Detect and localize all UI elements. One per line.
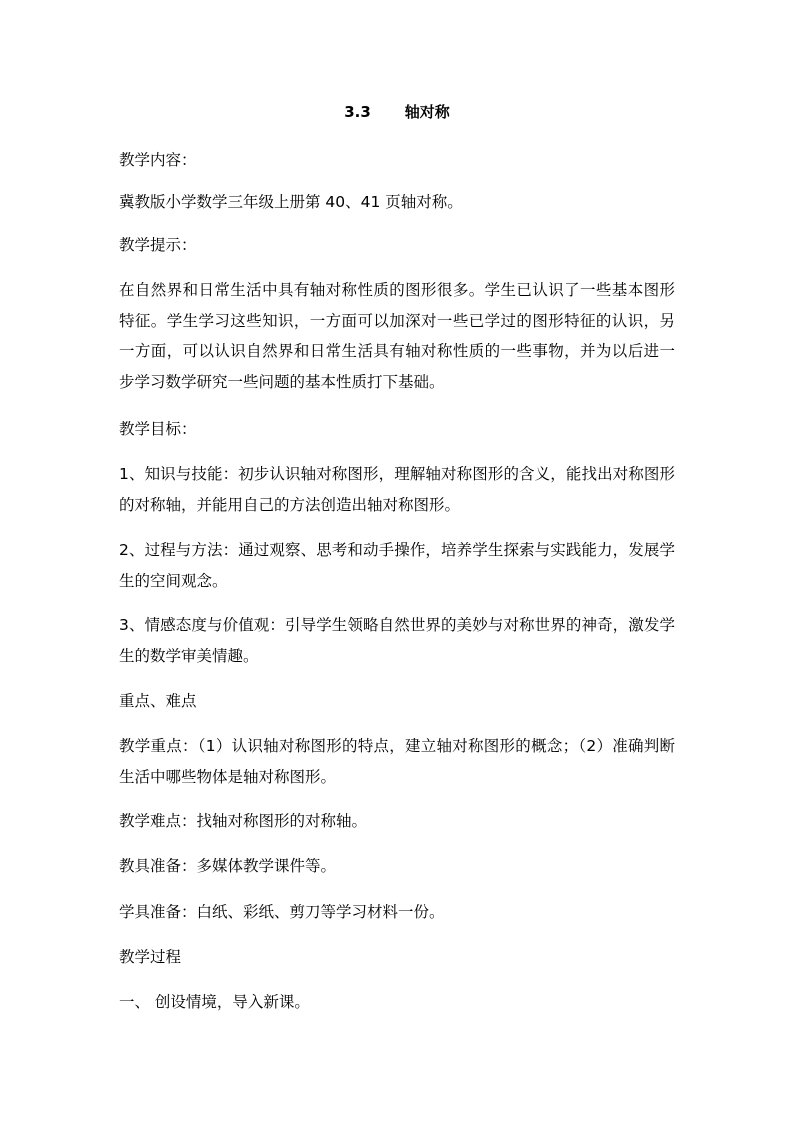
heading-teaching-tips: 教学提示：: [119, 236, 197, 254]
heading-teaching-process: 教学过程: [119, 948, 182, 966]
process-step-one: 一、 创设情境，导入新课。: [119, 993, 310, 1011]
teaching-key-point: 教学重点：（1）认识轴对称图形的特点，建立轴对称图形的概念；（2）准确判断生活中哪些物体是轴对称图形。: [119, 737, 675, 786]
heading-teaching-goals: 教学目标：: [119, 420, 197, 438]
teaching-difficulty: 教学难点：找轴对称图形的对称轴。: [119, 812, 368, 830]
section-title-text: 轴对称: [404, 103, 450, 121]
learning-materials: 学具准备：白纸、彩纸、剪刀等学习材料一份。: [119, 903, 445, 921]
goal-knowledge-skills: 1、知识与技能：初步认识轴对称图形，理解轴对称图形的含义，能找出对称图形的对称轴，并能用自己的方法创造出轴对称图形。: [119, 465, 675, 514]
section-number: 3.3: [344, 103, 371, 121]
teaching-aids: 教具准备：多媒体教学课件等。: [119, 857, 337, 875]
goal-process-method: 2、过程与方法：通过观察、思考和动手操作，培养学生探索与实践能力，发展学生的空间观念。: [119, 541, 675, 590]
section-title: [0, 100, 794, 124]
teaching-tips-paragraph: 在自然界和日常生活中具有轴对称性质的图形很多。学生已认识了一些基本图形特征。学生学习这些知识，一方面可以加深对一些已学过的图形特征的认识，另一方面，可以认识自然界和日常生活具有轴对称性质的一些事物，并为以后进一步学习数学研究一些问题的基本性质打下基础。: [119, 281, 675, 391]
goal-emotion-values: 3、情感态度与价值观：引导学生领略自然世界的美妙与对称世界的神奇，激发学生的数学审美情趣。: [119, 616, 675, 665]
heading-teaching-content: 教学内容：: [119, 151, 197, 169]
textbook-reference: 冀教版小学数学三年级上册第 40、41 页轴对称。: [119, 193, 463, 211]
heading-key-points: 重点、难点: [119, 692, 197, 710]
